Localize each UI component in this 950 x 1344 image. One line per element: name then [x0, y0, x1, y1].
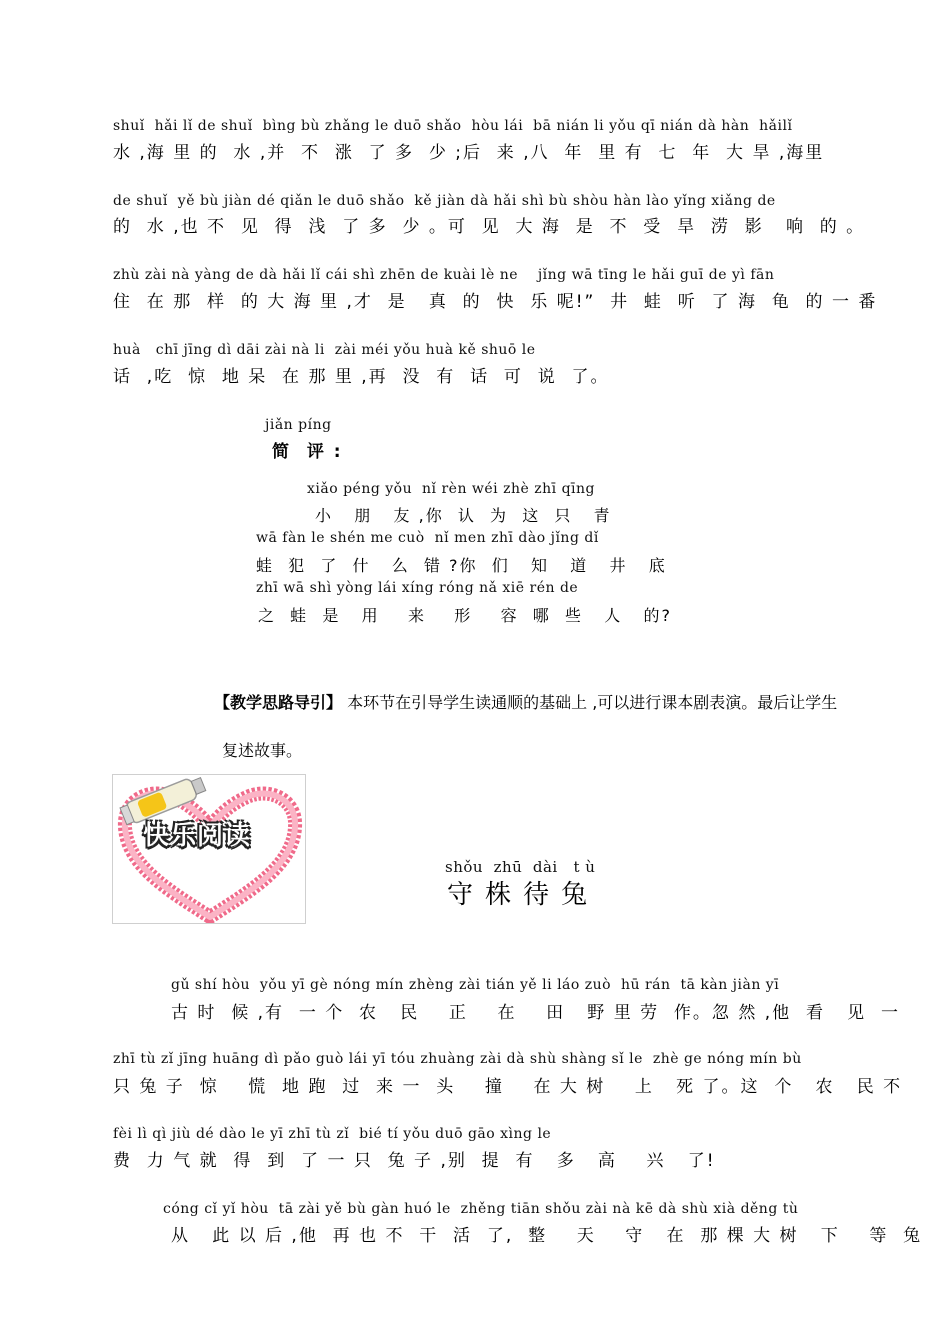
teaching-note-label: 【教学思路导引】: [214, 693, 343, 712]
pinyin-line: fèi lì qì jiù dé dào le yī zhī tù zǐ bié tí yǒu duō gāo xìng le: [113, 1126, 552, 1142]
review-label: 简 评 :: [272, 442, 343, 462]
pinyin-line: zhī wā shì yòng lái xíng róng nǎ xiē rén de: [256, 580, 579, 596]
pinyin-line: de shuǐ yě bù jiàn dé qiǎn le duō shǎo kě jiàn dà hǎi shì bù shòu hàn lào yǐng xiǎng de: [113, 193, 776, 209]
hanzi-line: 从 此 以 后 ,他 再 也 不 干 活 了, 整 天 守 在 那 棵 大 树 下 等 兔: [171, 1226, 923, 1246]
story-title-pinyin: shǒu zhū dài t ù: [445, 858, 596, 876]
story-title: 守株待兔: [447, 880, 600, 910]
teaching-note-line-1: [214, 690, 837, 713]
happy-reading-badge: [112, 774, 306, 924]
pinyin-line: huà chī jīng dì dāi zài nà li zài méi yǒu huà kě shuō le: [113, 342, 536, 358]
pinyin-line: gǔ shí hòu yǒu yī gè nóng mín zhèng zài tián yě li láo zuò hū rán tā kàn jiàn yī: [171, 977, 780, 993]
hanzi-line: 的 水 ,也 不 见 得 浅 了 多 少 。可 见 大 海 是 不 受 旱 涝 影 响 的 。: [113, 217, 866, 237]
hanzi-line: 之 蛙 是 用 来 形 容 哪 些 人 的?: [258, 606, 672, 625]
pinyin-line: shuǐ hǎi lǐ de shuǐ bìng bù zhǎng le duō shǎo hòu lái bā nián li yǒu qī nián dà hàn hǎilǐ: [113, 118, 793, 134]
hanzi-line: 话 ,吃 惊 地 呆 在 那 里 ,再 没 有 话 可 说 了。: [113, 367, 610, 387]
review-label-pinyin: jiǎn píng: [265, 417, 332, 433]
hanzi-line: 只 兔 子 惊 慌 地 跑 过 来 一 头 撞 在 大 树 上 死 了。这 个 农 民 不: [113, 1077, 903, 1097]
pinyin-line: cóng cǐ yǐ hòu tā zài yě bù gàn huó le zhěng tiān shǒu zài nà kē dà shù xià děng tù: [163, 1201, 799, 1217]
hanzi-line: 蛙 犯 了 什 么 错 ?你 们 知 道 井 底: [256, 556, 667, 575]
pinyin-line: zhù zài nà yàng de dà hǎi lǐ cái shì zhēn de kuài lè ne jǐng wā tīng le hǎi guī de yì fān: [113, 267, 775, 283]
hanzi-line: 小 朋 友 ,你 认 为 这 只 青: [315, 506, 612, 525]
teaching-note-line-2: 复述故事。: [222, 741, 303, 760]
pinyin-line: zhī tù zǐ jīng huāng dì pǎo guò lái yī tóu zhuàng zài dà shù shàng sǐ le zhè ge nóng mín bù: [113, 1051, 802, 1067]
badge-title: 快乐阅读: [143, 821, 252, 851]
hanzi-line: 古 时 候 ,有 一 个 农 民 正 在 田 野 里 劳 作。忽 然 ,他 看 见 一: [171, 1003, 900, 1023]
pinyin-line: wā fàn le shén me cuò nǐ men zhī dào jǐng dǐ: [256, 530, 599, 546]
hanzi-line: 水 ,海 里 的 水 ,并 不 涨 了 多 少 ;后 来 ,八 年 里 有 七 年 大 旱 ,海里: [113, 143, 825, 163]
hanzi-line: 住 在 那 样 的 大 海 里 ,才 是 真 的 快 乐 呢!” 井 蛙 听 了 海 龟 的 一 番: [113, 292, 878, 312]
teaching-note-text: 本环节在引导学生读通顺的基础上 ,可以进行课本剧表演。最后让学生: [347, 693, 838, 712]
hanzi-line: 费 力 气 就 得 到 了 一 只 兔 子 ,别 提 有 多 高 兴 了!: [113, 1151, 716, 1171]
pinyin-line: xiǎo péng yǒu nǐ rèn wéi zhè zhī qīng: [307, 481, 595, 497]
